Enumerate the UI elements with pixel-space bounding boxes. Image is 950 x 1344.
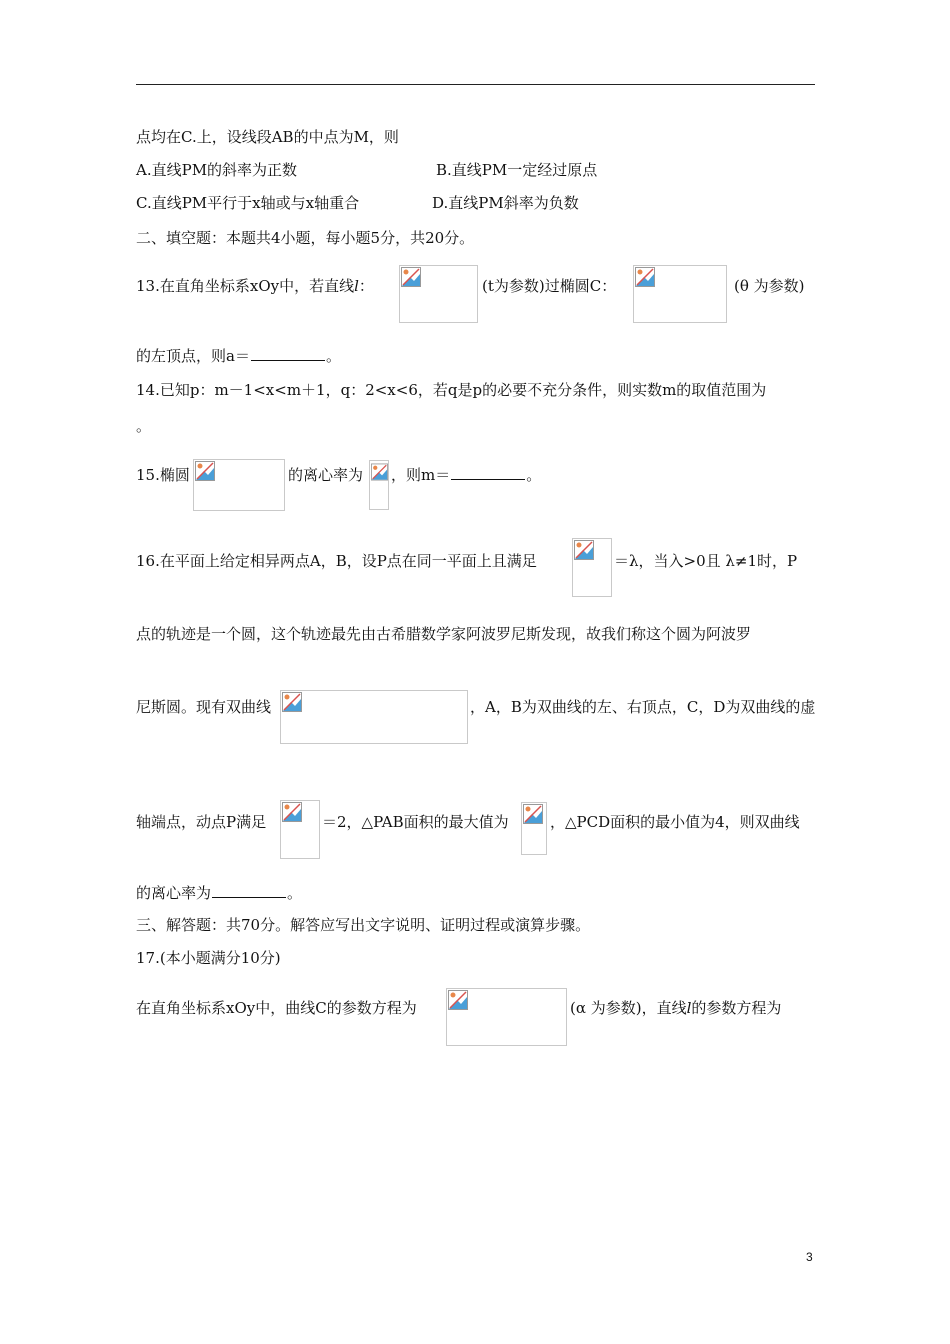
broken-image-icon [574, 540, 594, 560]
section3-heading: 三、解答题：共70分。解答应写出文字说明、证明过程或演算步骤。 [136, 916, 591, 934]
broken-image-icon [523, 804, 543, 824]
q13-end: 。 [325, 347, 341, 365]
q16-line5 [136, 883, 302, 903]
q13-line1 [136, 276, 374, 296]
q17-curve-equation-image [446, 988, 567, 1046]
q17-line-tail [570, 998, 781, 1018]
q13-line-equation-image [399, 265, 478, 323]
broken-image-icon [401, 267, 421, 287]
q16-line4c: ，△PCD面积的最小值为4，则双曲线 [550, 813, 800, 831]
q12-option-a: A.直线PM的斜率为正数 [136, 161, 298, 179]
q17-part2: (α 为参数)，直线 [570, 999, 687, 1017]
q13-part4: 的左顶点，则a＝ [136, 347, 250, 365]
q16-line3b: ，A，B为双曲线的左、右顶点，C，D为双曲线的虚 [470, 698, 816, 716]
q16-line3a: 尼斯圆。现有双曲线 [136, 698, 272, 716]
q16-hyperbola-equation-image [280, 690, 468, 744]
q16-line2: 点的轨迹是一个圆，这个轨迹最先由古希腊数学家阿波罗尼斯发现，故我们称这个圆为阿波罗 [136, 625, 752, 643]
q16-condition-image [280, 800, 320, 859]
q15-eccentricity-image [369, 460, 389, 510]
q13-part1: 13.在直角坐标系xOy中，若直线 [136, 277, 355, 295]
q13-answer-blank [251, 346, 325, 361]
q17-title: 17.(本小题满分10分) [136, 949, 281, 967]
q15-part3: ，则m＝ [391, 466, 451, 484]
q16-max-area-image [521, 802, 547, 855]
q13-var-l: l [354, 277, 359, 295]
q15-part2: 的离心率为 [288, 466, 364, 484]
q12-stem: 点均在C.上，设线段AB的中点为M，则 [136, 128, 399, 146]
q15-ellipse-equation-image [193, 459, 285, 511]
q16-part2: ＝λ，当入>0且 λ≠1时，P [614, 552, 798, 570]
q15-line-tail [391, 465, 541, 485]
q13-part2: (t为参数)过椭圆C： [482, 277, 617, 295]
q16-answer-blank [212, 883, 286, 898]
broken-image-icon [635, 267, 655, 287]
q12-option-c: C.直线PM平行于x轴或与x轴重合 [136, 194, 360, 212]
q14-end: 。 [136, 417, 152, 435]
broken-image-icon [371, 462, 388, 482]
q16-end: 。 [287, 884, 303, 902]
q14-text: 14.已知p：m－1<x<m＋1，q：2<x<6，若q是p的必要不充分条件，则实数m的取值范围为 [136, 381, 767, 399]
q16-line5-text: 的离心率为 [136, 884, 212, 902]
q12-option-d: D.直线PM斜率为负数 [432, 194, 579, 212]
broken-image-icon [195, 461, 215, 481]
q13-line2 [136, 346, 341, 366]
q13-colon: ： [358, 277, 374, 295]
q16-line4a: 轴端点，动点P满足 [136, 813, 267, 831]
q12-option-b: B.直线PM一定经过原点 [436, 161, 598, 179]
q15-answer-blank [451, 465, 525, 480]
q16-line4b: ＝2，△PAB面积的最大值为 [322, 813, 509, 831]
header-rule [136, 84, 815, 85]
broken-image-icon [282, 692, 302, 712]
q16-ratio-image [572, 538, 612, 597]
q15-end: 。 [526, 466, 542, 484]
q17-part3: 的参数方程为 [691, 999, 782, 1017]
q13-ellipse-equation-image [633, 265, 727, 323]
q13-part3: (θ 为参数) [734, 277, 805, 295]
q17-var-l: l [686, 999, 692, 1017]
broken-image-icon [448, 990, 468, 1010]
q16-part1: 16.在平面上给定相异两点A，B，设P点在同一平面上且满足 [136, 552, 537, 570]
q17-part1: 在直角坐标系xOy中，曲线C的参数方程为 [136, 999, 417, 1017]
section2-heading: 二、填空题：本题共4小题，每小题5分，共20分。 [136, 229, 475, 247]
broken-image-icon [282, 802, 302, 822]
q15-part1: 15.椭圆 [136, 466, 190, 484]
page-number: 3 [806, 1250, 813, 1264]
